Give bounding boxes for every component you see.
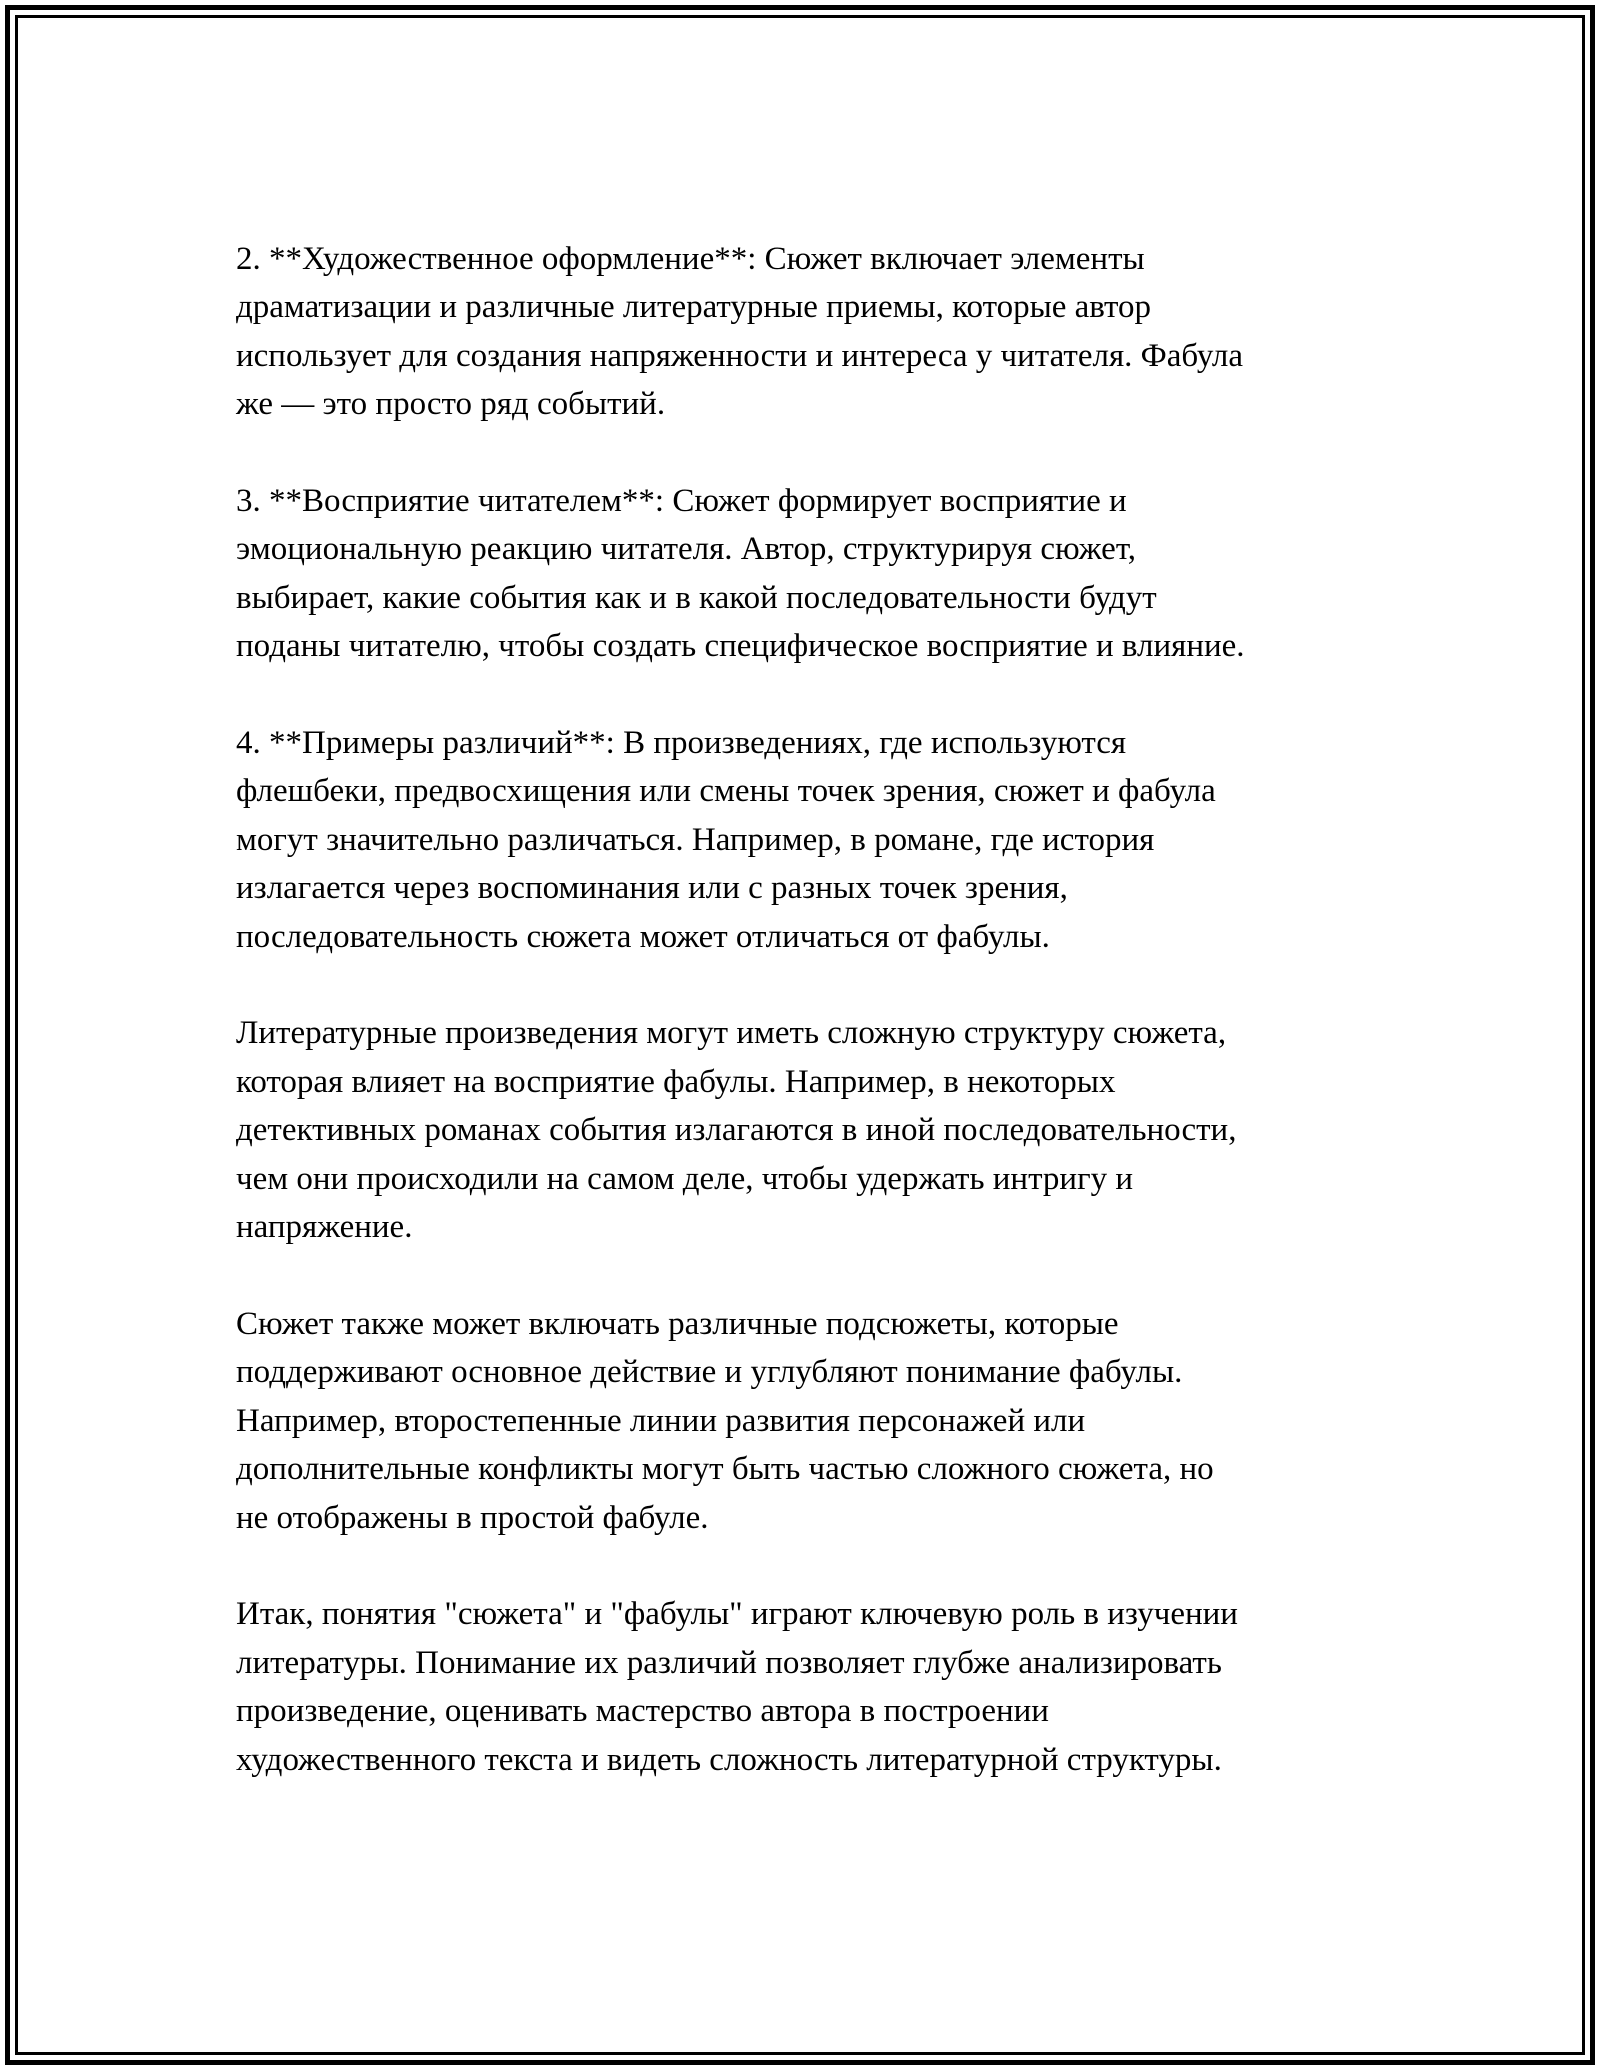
paragraph-subplots: Сюжет также может включать различные подсюжеты, которые поддерживают основное действие и углубляют понимание фабулы. Например, второстепенные линии развития персонажей или дополнительные конфликты могут быть частью сложного сюжета, но не отображены в простой фабуле. <box>236 1305 1214 1536</box>
paragraph-complex-structure: Литературные произведения могут иметь сложную структуру сюжета, которая влияет на восприятие фабулы. Например, в некоторых детективных романах события излагаются в иной последовательности, чем они происходили на самом деле, чтобы удержать интригу и напряжение. <box>236 1015 1237 1246</box>
paragraph-examples-of-differences: 4. **Примеры различий**: В произведениях, где используются флешбеки, предвосхищения или смены точек зрения, сюжет и фабула могут значительно различаться. Например, в романе, где история излагается через воспоминания или с разных точек зрения, последовательность сюжета может отличаться от фабулы. <box>236 725 1216 955</box>
paragraph-artistic-design: 2. **Художественное оформление**: Сюжет включает элементы драматизации и различные литературные приемы, которые автор использует для создания напряженности и интереса у читателя. Фабула же — это просто ряд событий. <box>236 241 1244 423</box>
paragraph-conclusion: Итак, понятия "сюжета" и "фабулы" играют ключевую роль в изучении литературы. Понимание их различий позволяет глубже анализировать произведение, оценивать мастерство автора в построении художественного текста и видеть сложность литературной структуры. <box>236 1596 1238 1778</box>
document-body <box>236 235 1376 1832</box>
paragraph-reader-perception: 3. **Восприятие читателем**: Сюжет формирует восприятие и эмоциональную реакцию читателя. Автор, структурируя сюжет, выбирает, какие события как и в какой последовательности будут поданы читателю, чтобы создать специфическое восприятие и влияние. <box>236 483 1245 665</box>
